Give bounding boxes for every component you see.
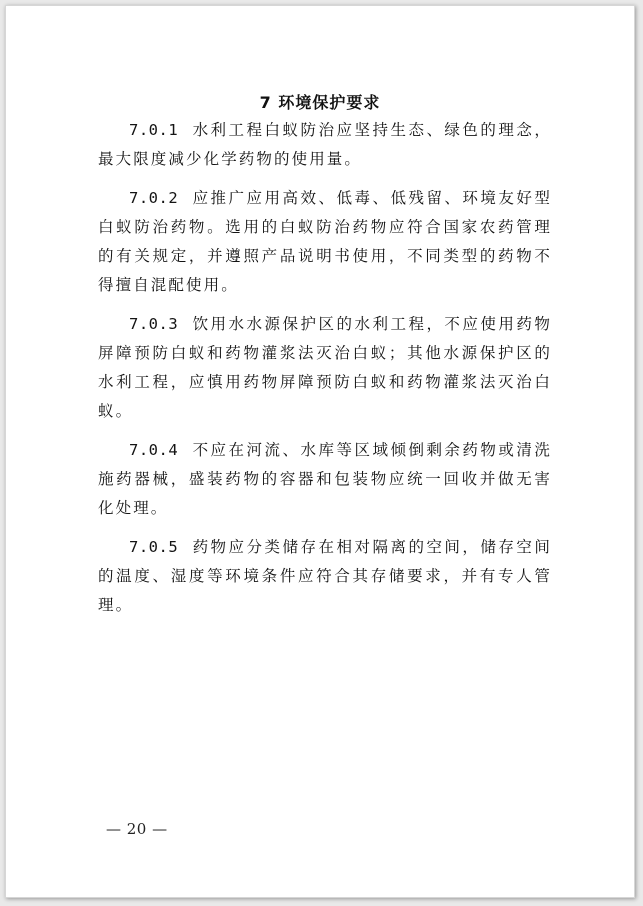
clause-paragraph [98, 436, 552, 523]
clause-number: 7.0.2 [129, 189, 179, 207]
clause-text: 药物应分类储存在相对隔离的空间，储存空间的温度、湿度等环境条件应符合其存储要求，并有专人管理。 [98, 538, 552, 614]
section-title: 7 环境保护要求 [259, 93, 381, 112]
clause-paragraph [98, 116, 552, 174]
clause-number: 7.0.3 [129, 315, 179, 333]
clause-number: 7.0.4 [129, 441, 179, 459]
clause-text: 水利工程白蚁防治应坚持生态、绿色的理念，最大限度减少化学药物的使用量。 [98, 121, 552, 168]
document-body [98, 116, 552, 630]
clause-text: 应推广应用高效、低毒、低残留、环境友好型白蚁防治药物。选用的白蚁防治药物应符合国家农药管理的有关规定，并遵照产品说明书使用，不同类型的药物不得擅自混配使用。 [98, 189, 552, 294]
clause-paragraph [98, 184, 552, 300]
clause-paragraph [98, 533, 552, 620]
page-number: — 20 — [106, 820, 168, 838]
document-page [5, 5, 635, 898]
clause-paragraph [98, 310, 552, 426]
clause-number: 7.0.5 [129, 538, 179, 556]
clause-text: 饮用水水源保护区的水利工程，不应使用药物屏障预防白蚁和药物灌浆法灭治白蚁；其他水源保护区的水利工程，应慎用药物屏障预防白蚁和药物灌浆法灭治白蚁。 [98, 315, 552, 420]
clause-number: 7.0.1 [129, 121, 179, 139]
clause-text: 不应在河流、水库等区域倾倒剩余药物或清洗施药器械，盛装药物的容器和包装物应统一回收并做无害化处理。 [98, 441, 552, 517]
